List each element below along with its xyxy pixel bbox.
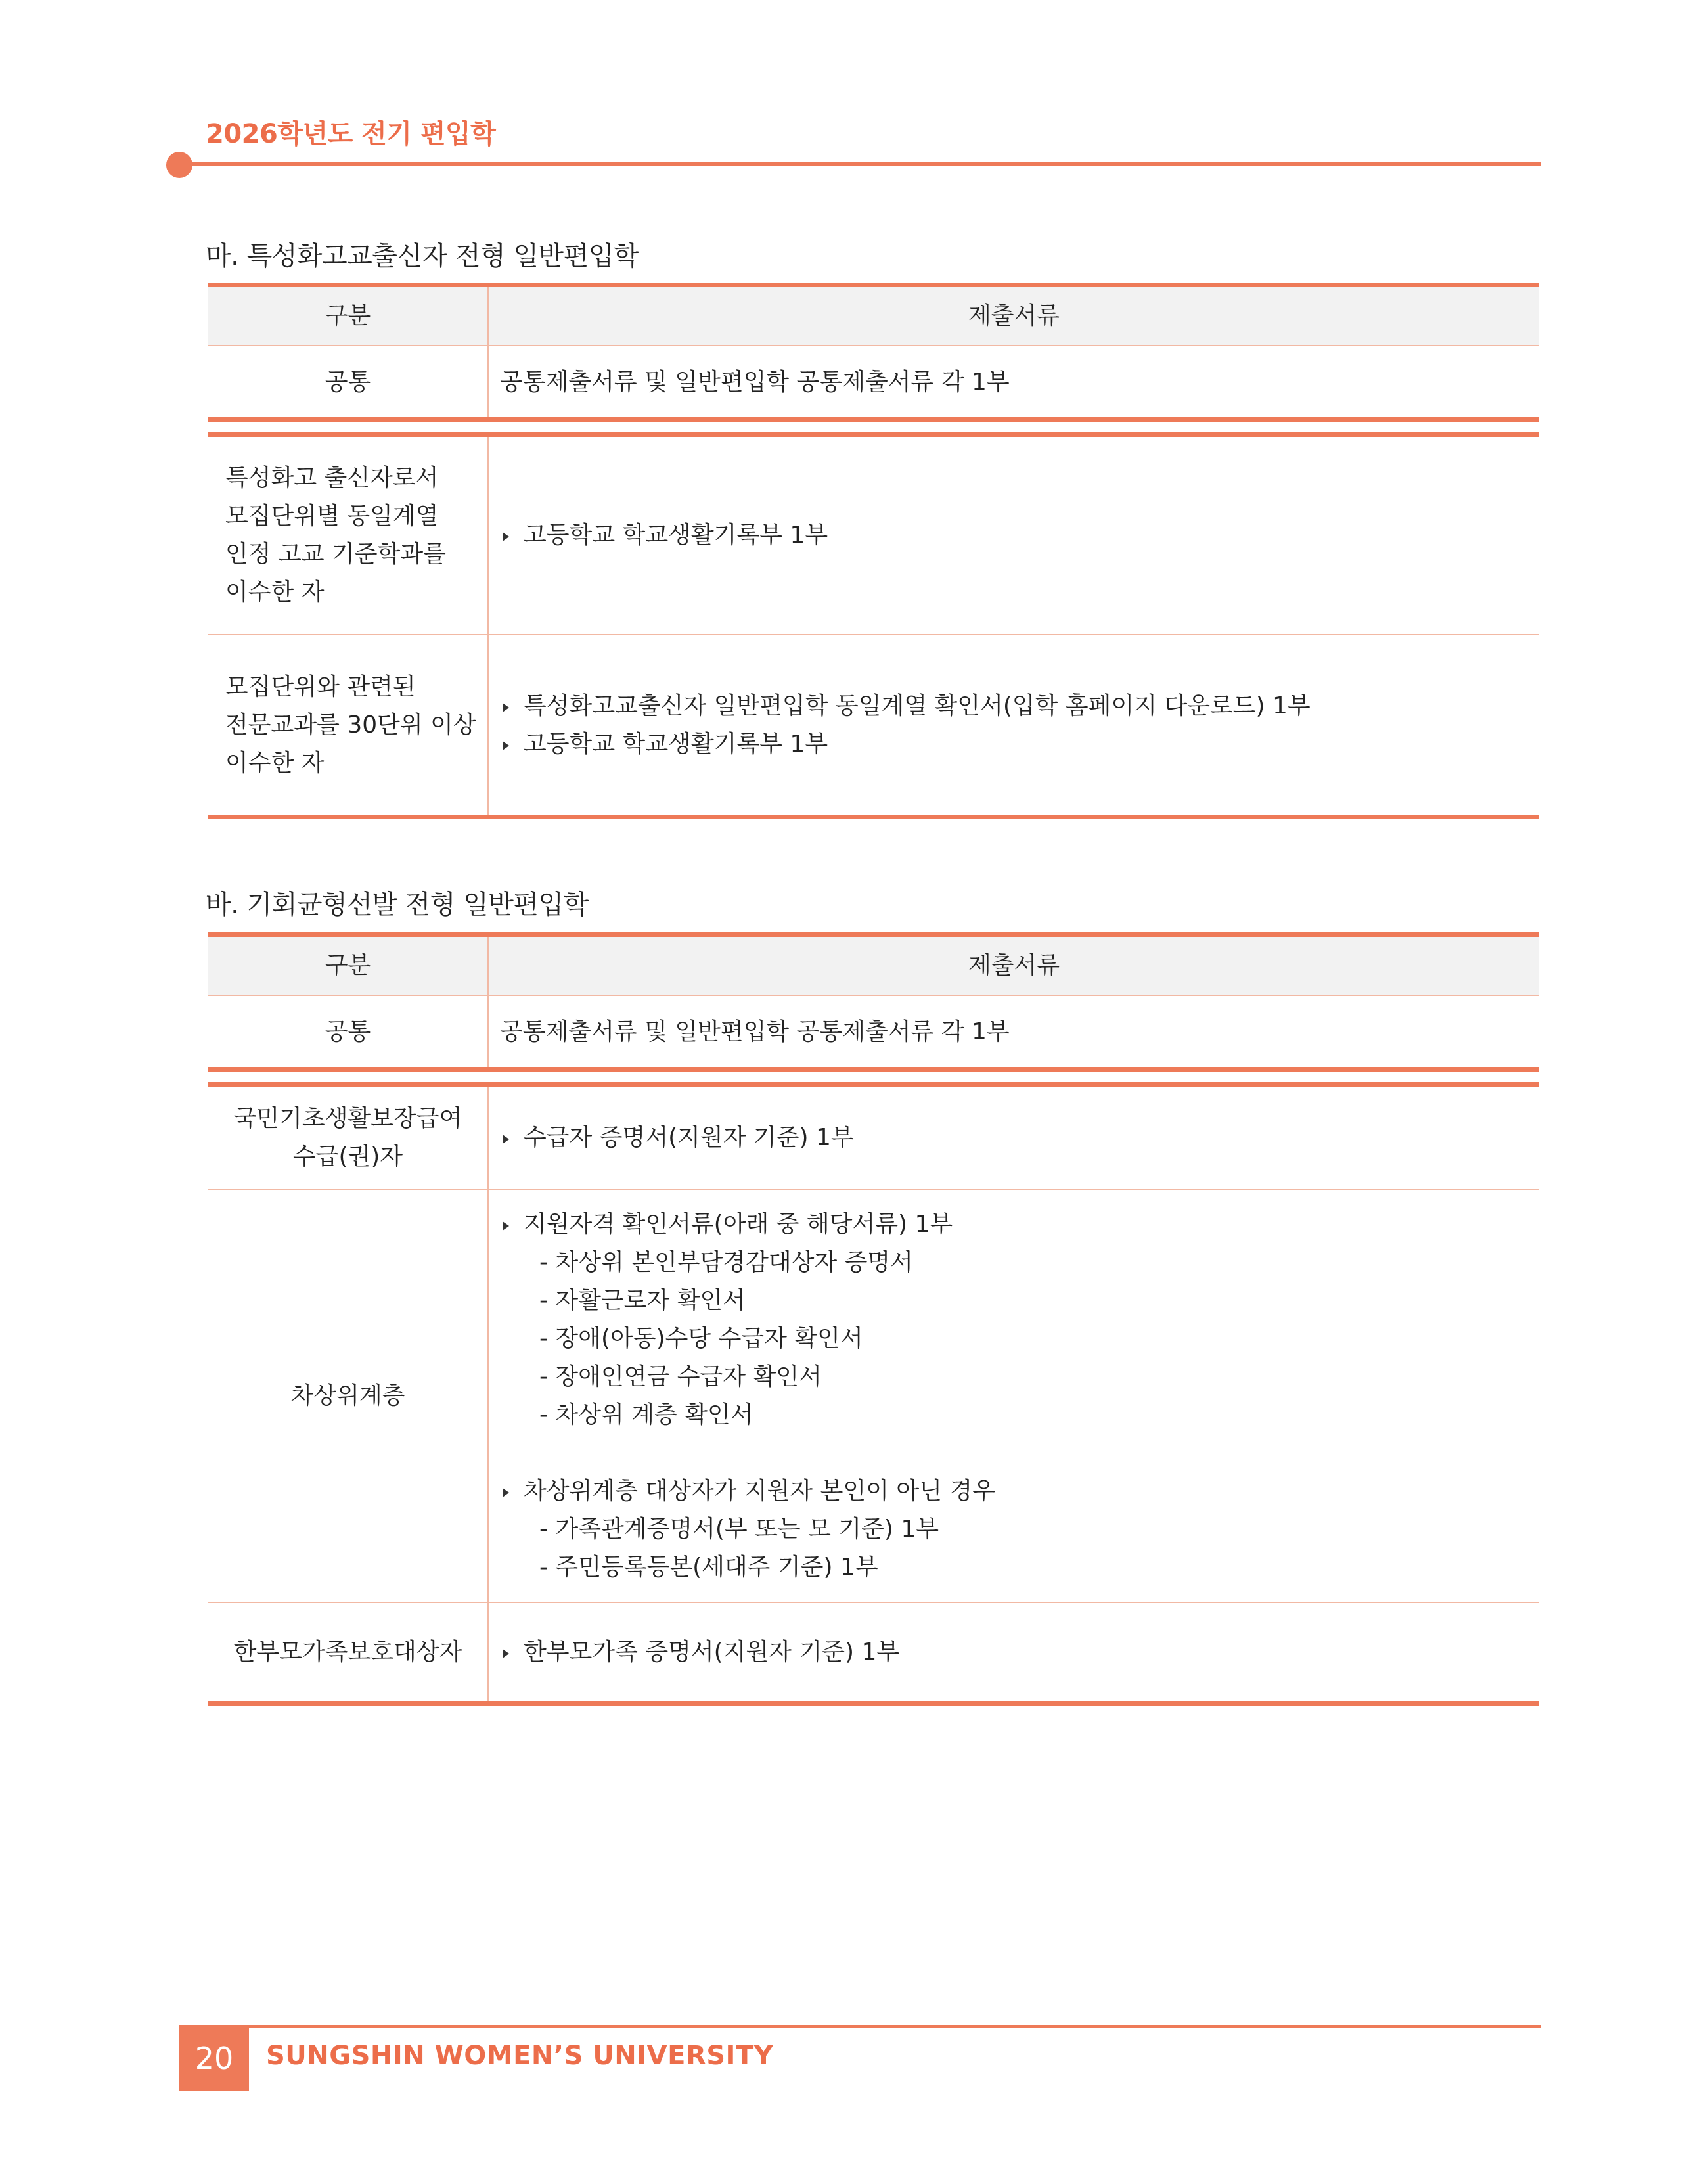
category-line: 이수한 자 [225, 579, 325, 606]
document-item: 수급자 증명서(지원자 기준) 1부 [500, 1119, 854, 1157]
category-line: 모집단위와 관련된 [225, 673, 416, 700]
double-rule-lower [208, 432, 1539, 437]
header-documents: 제출서류 [968, 952, 1060, 979]
document-header-title: 2026학년도 전기 편입학 [206, 119, 496, 149]
document-subitem: - 장애(아동)수당 수급자 확인서 [539, 1325, 863, 1352]
document-item: 고등학교 학교생활기록부 1부 [500, 516, 828, 555]
category-cell [225, 635, 485, 815]
table-top-rule [208, 283, 1539, 287]
table-ba [208, 932, 1539, 1706]
documents-cell [500, 1190, 1539, 1602]
common-row-text: 공통제출서류 및 일반편입학 공통제출서류 각 1부 [500, 369, 1010, 396]
header-documents: 제출서류 [968, 302, 1060, 329]
column-divider [487, 437, 489, 815]
section-ma-heading: 마. 특성화고교출신자 전형 일반편입학 [206, 241, 639, 271]
category-line: 수급(권)자 [292, 1143, 403, 1170]
spacer [500, 1434, 995, 1472]
double-rule-lower [208, 1082, 1539, 1087]
page-number: 20 [179, 2025, 249, 2091]
document-item: 차상위계층 대상자가 지원자 본인이 아닌 경우 [500, 1472, 995, 1510]
category-line: 이수한 자 [225, 749, 325, 777]
document-item: 특성화고교출신자 일반편입학 동일계열 확인서(입학 홈페이지 다운로드) 1부 [500, 687, 1311, 725]
documents-cell [500, 635, 1539, 815]
footer-university-name: SUNGSHIN WOMEN’S UNIVERSITY [266, 2041, 774, 2071]
column-divider [487, 1087, 489, 1701]
category-line: 전문교과를 30단위 이상 [225, 711, 476, 738]
table-top-rule [208, 932, 1539, 937]
documents-cell [500, 437, 1539, 634]
document-item: 한부모가족 증명서(지원자 기준) 1부 [500, 1633, 899, 1671]
category-line: 국민기초생활보장급여 [233, 1104, 462, 1132]
document-item: 고등학교 학교생활기록부 1부 [500, 725, 1311, 763]
common-row-text: 공통제출서류 및 일반편입학 공통제출서류 각 1부 [500, 1018, 1010, 1045]
document-item: 지원자격 확인서류(아래 중 해당서류) 1부 [500, 1206, 995, 1244]
category-cell [208, 1087, 487, 1189]
table-bottom-rule [208, 1701, 1539, 1706]
category-line: 인정 고교 기준학과를 [225, 541, 446, 568]
category-line: 모집단위별 동일계열 [225, 503, 439, 530]
section-ba-heading: 바. 기회균형선발 전형 일반편입학 [206, 890, 589, 920]
document-subitem: - 차상위 계층 확인서 [539, 1401, 753, 1428]
document-subitem: - 자활근로자 확인서 [539, 1286, 746, 1314]
document-subitem: - 가족관계증명서(부 또는 모 기준) 1부 [539, 1515, 939, 1543]
document-subitem: - 장애인연금 수급자 확인서 [539, 1363, 822, 1390]
footer-rule [179, 2025, 1541, 2028]
document-subitem: - 차상위 본인부담경감대상자 증명서 [539, 1248, 913, 1276]
table-ma [208, 283, 1539, 819]
double-rule-upper [208, 1067, 1539, 1072]
category-cell: 한부모가족보호대상자 [233, 1638, 462, 1665]
double-rule-upper [208, 417, 1539, 422]
common-row-label: 공통 [325, 1018, 371, 1045]
header-category: 구분 [325, 302, 371, 329]
header-rule [184, 162, 1541, 166]
table-bottom-rule [208, 815, 1539, 819]
common-row-label: 공통 [325, 369, 371, 396]
category-cell [225, 437, 485, 634]
documents-cell [500, 1087, 1539, 1189]
document-subitem: - 주민등록등본(세대주 기준) 1부 [539, 1553, 878, 1581]
category-cell: 차상위계층 [290, 1382, 405, 1409]
category-line: 특성화고 출신자로서 [225, 464, 439, 491]
documents-cell [500, 1603, 1539, 1701]
header-category: 구분 [325, 952, 371, 979]
